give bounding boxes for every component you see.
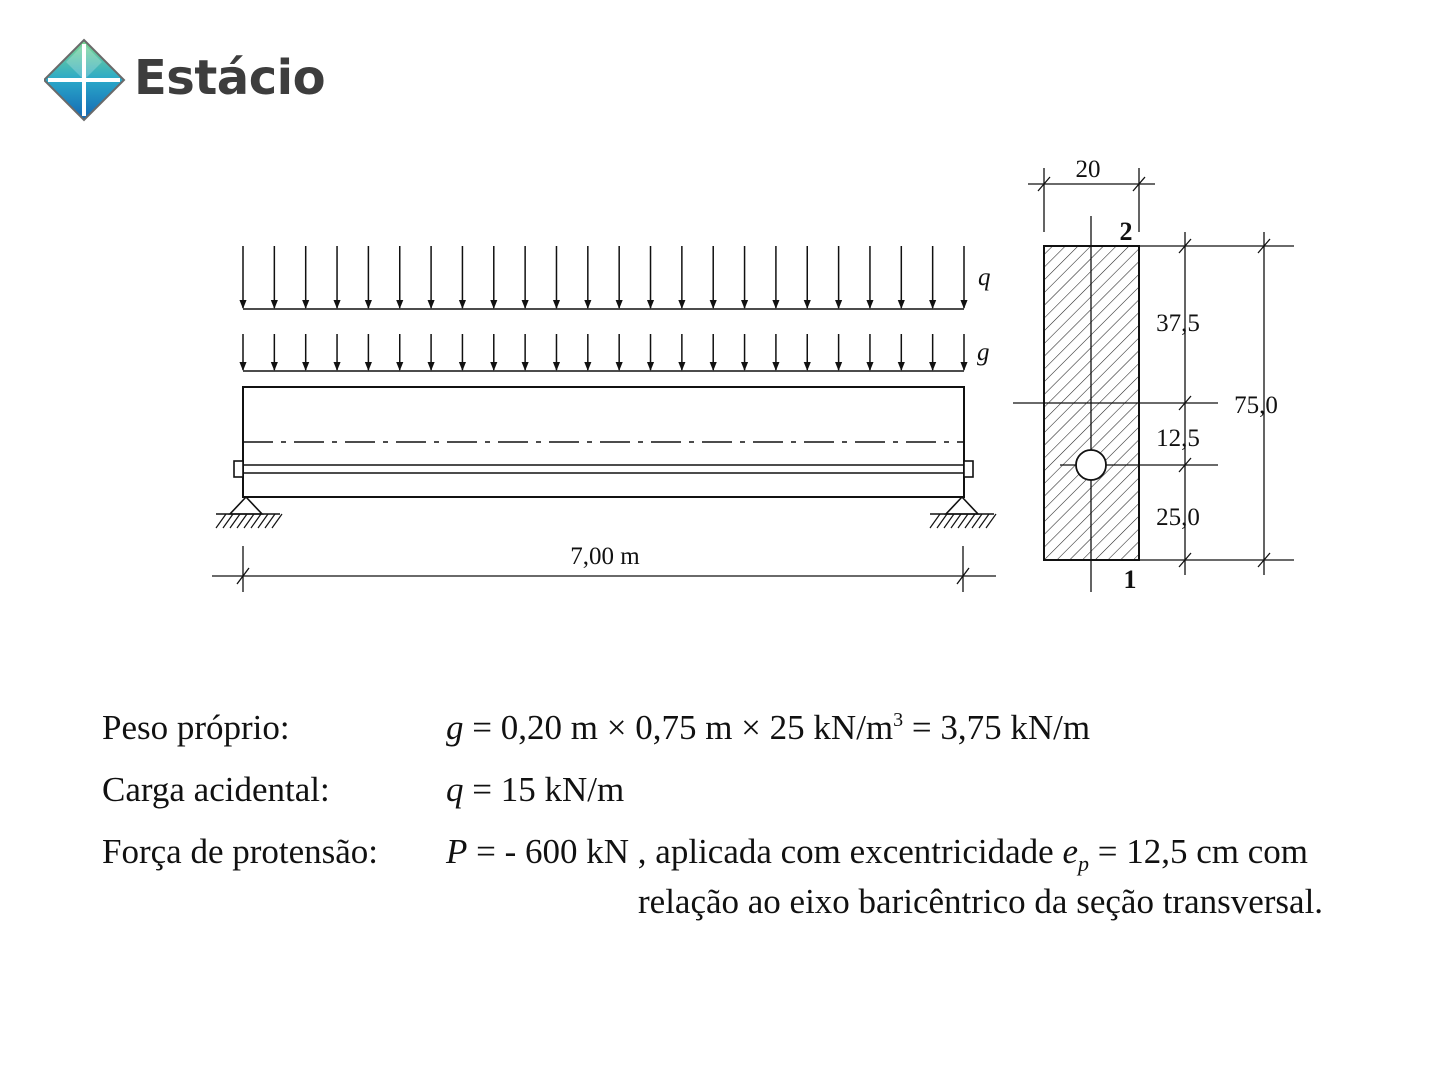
- dim-top-label: 37,5: [1156, 310, 1200, 337]
- forca-line2: relação ao eixo baricêntrico da seção transversal.: [638, 882, 1324, 921]
- ecc-sub: p: [1078, 851, 1089, 876]
- dead-load-arrows: [243, 334, 964, 370]
- forca-expr: = - 600 kN , aplicada com excentricidade: [476, 832, 1054, 871]
- fiber-top-label: 2: [1119, 217, 1133, 246]
- forca-label: Força de protensão:: [102, 832, 379, 871]
- peso-formula: [446, 708, 1090, 748]
- ecc-expr: = 12,5 cm com: [1097, 832, 1309, 871]
- support-left: [216, 497, 280, 514]
- support-right: [930, 497, 994, 514]
- dim-mid-label: 12,5: [1156, 425, 1200, 452]
- carga-var: q: [446, 770, 464, 809]
- fiber-bottom-label: 1: [1123, 565, 1137, 594]
- forca-formula: [446, 832, 1308, 884]
- peso-result: = 3,75 kN/m: [911, 708, 1091, 747]
- ground-hatch-left: [216, 514, 282, 528]
- live-load-label: q: [978, 264, 991, 291]
- peso-expr: = 0,20 m × 0,75 m × 25 kN/m: [472, 708, 894, 747]
- carga-expr: = 15 kN/m: [472, 770, 625, 809]
- section-height-label: 75,0: [1234, 392, 1278, 419]
- dim-bot-label: 25,0: [1156, 504, 1200, 531]
- peso-exp: 3: [893, 709, 904, 731]
- carga-formula: [446, 770, 624, 810]
- ecc-var: e: [1062, 832, 1078, 871]
- carga-label: Carga acidental:: [102, 770, 330, 809]
- anchor-left: [234, 461, 243, 477]
- tendon-duct: [1076, 450, 1106, 480]
- anchor-right: [964, 461, 973, 477]
- span-label: 7,00 m: [570, 543, 640, 570]
- peso-label: Peso próprio:: [102, 708, 290, 747]
- peso-var: g: [446, 708, 464, 747]
- dead-load-label: g: [977, 339, 990, 366]
- live-load-arrows: [243, 246, 964, 308]
- brand-name: Estácio: [134, 50, 326, 106]
- ground-hatch-right: [930, 514, 996, 528]
- section-width-label: 20: [1075, 156, 1101, 183]
- forca-var: P: [446, 832, 468, 871]
